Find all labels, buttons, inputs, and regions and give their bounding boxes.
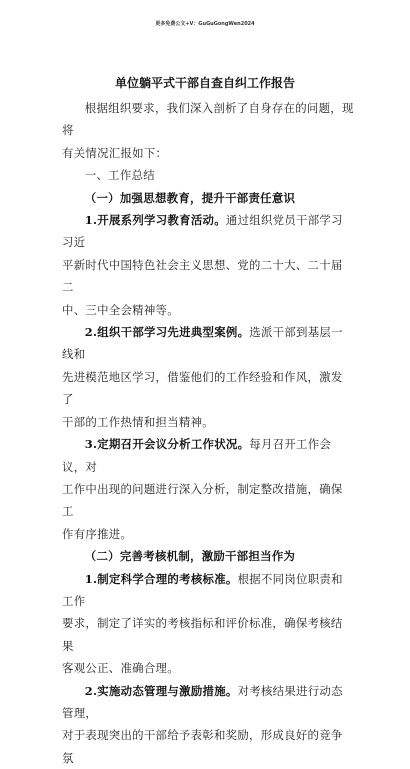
document-body bbox=[62, 97, 354, 769]
subsection-heading-2: （二）完善考核机制，激励干部担当作为 bbox=[84, 549, 296, 564]
item-2-heading: 2.组织干部学习先进典型案例。 bbox=[84, 325, 250, 340]
item-1-line-1 bbox=[62, 209, 354, 254]
item-5-line-1 bbox=[62, 680, 354, 725]
item-3-text-1: 每月召开工作会议，对 bbox=[62, 437, 332, 474]
item-5-heading: 2.实施动态管理与激励措施。 bbox=[84, 683, 238, 698]
intro-line-2: 有关情况汇报如下： bbox=[62, 145, 168, 160]
item-1-line-3: 中、三中全会精神等。 bbox=[62, 302, 179, 317]
item-4-line-3: 客观公正、准确合理。 bbox=[62, 661, 179, 676]
item-4-line-1 bbox=[62, 568, 354, 613]
item-2-line-2: 先进模范地区学习，借鉴他们的工作经验和作风，激发了 bbox=[62, 369, 343, 407]
item-3-heading: 3.定期召开会议分析工作状况。 bbox=[84, 437, 250, 452]
item-3-line-2: 工作中出现的问题进行深入分析，制定整改措施，确保工 bbox=[62, 481, 343, 519]
item-3-line-1 bbox=[62, 433, 354, 478]
header-note: 更多免费公文+V：GuGuGongWen2024 bbox=[155, 21, 255, 27]
item-4-text-1: 根据不同岗位职责和工作 bbox=[62, 571, 343, 608]
item-1-line-2: 平新时代中国特色社会主义思想、党的二十大、二十届二 bbox=[62, 257, 343, 295]
item-5-line-2: 对于表现突出的干部给予表彰和奖励，形成良好的竞争氛 bbox=[62, 728, 343, 765]
intro-line-1: 根据组织要求，我们深入剖析了自身存在的问题，现将 bbox=[62, 101, 354, 138]
item-1-heading: 1.开展系列学习教育活动。 bbox=[84, 213, 226, 228]
document-title: 单位躺平式干部自查自纠工作报告 bbox=[114, 76, 295, 90]
item-2-line-3: 干部的工作热情和担当精神。 bbox=[62, 414, 214, 429]
item-2-text-1: 选派干部到基层一线和 bbox=[62, 325, 343, 362]
section-heading-1: 一、工作总结 bbox=[84, 168, 155, 183]
item-3-line-3: 作有序推进。 bbox=[62, 526, 133, 541]
item-2-line-1 bbox=[62, 321, 354, 366]
item-1-text-1: 通过组织党员干部学习习近 bbox=[62, 213, 343, 250]
item-5-text-1: 对考核结果进行动态管理， bbox=[62, 683, 343, 720]
item-4-heading: 1.制定科学合理的考核标准。 bbox=[84, 571, 238, 586]
item-4-line-2: 要求，制定了详实的考核指标和评价标准，确保考核结果 bbox=[62, 616, 343, 653]
subsection-heading-1: （一）加强思想教育，提升干部责任意识 bbox=[84, 190, 296, 205]
